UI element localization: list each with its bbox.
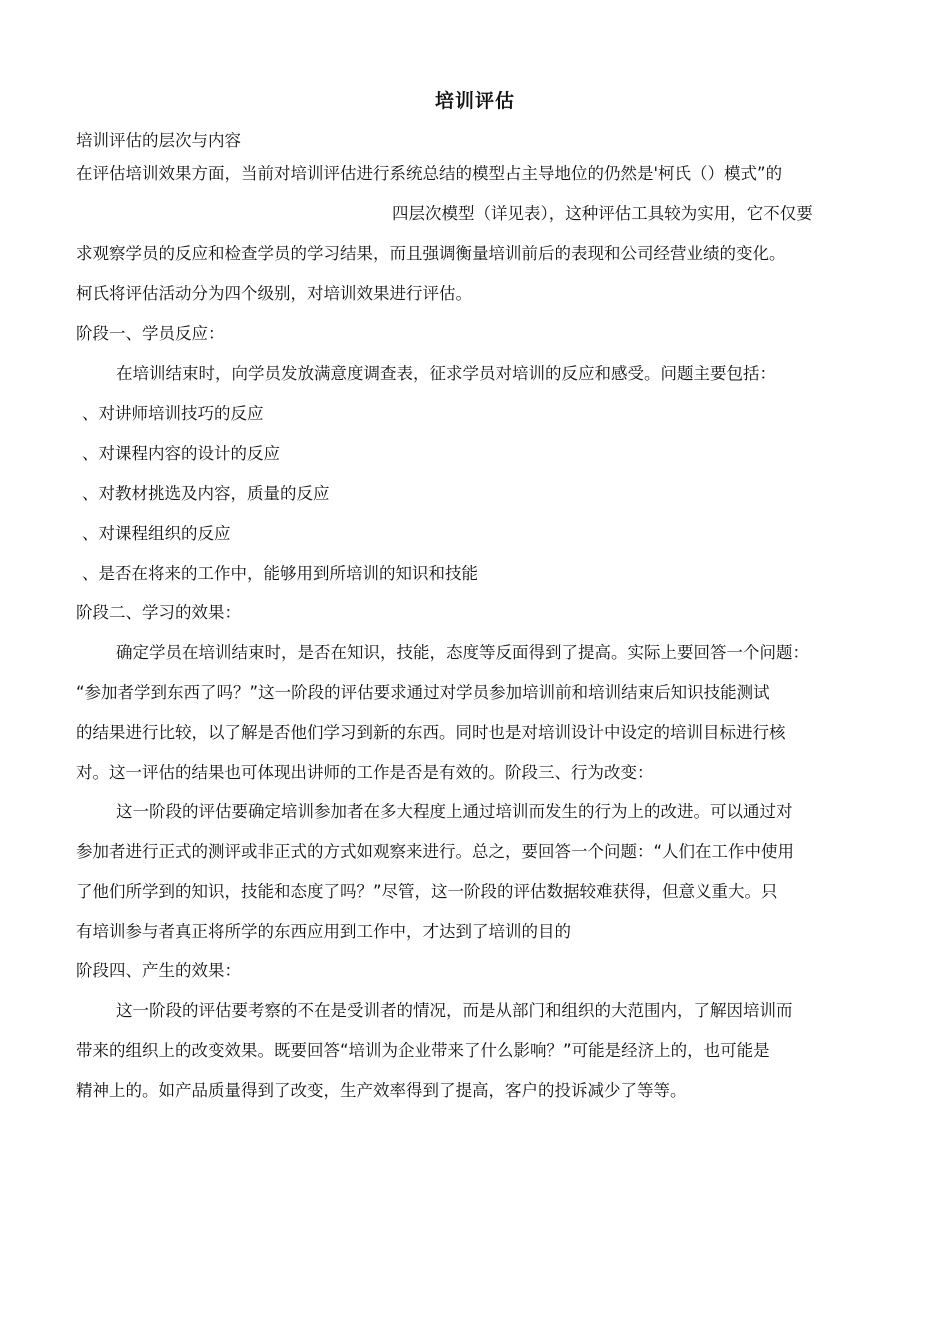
list-item: 、是否在将来的工作中，能够用到所培训的知识和技能: [82, 564, 478, 583]
stage2-line: 的结果进行比较，以了解是否他们学习到新的东西。同时也是对培训设计中设定的培训目标进行核: [76, 723, 786, 742]
stage2-heading: 阶段二、学习的效果：: [76, 603, 241, 622]
stage3-line: 参加者进行正式的测评或非正式的方式如观察来进行。总之，要回答一个问题：“人们在工作中使用: [76, 842, 795, 861]
stage2-line: 对。这一评估的结果也可体现出讲师的工作是否是有效的。阶段三、行为改变：: [76, 763, 654, 782]
intro-line: 求观察学员的反应和检查学员的学习结果，而且强调衡量培训前后的表现和公司经营业绩的变化。: [76, 244, 786, 263]
intro-line: 柯氏将评估活动分为四个级别，对培训效果进行评估。: [76, 284, 472, 303]
stage4-line: 带来的组织上的改变效果。既要回答“培训为企业带来了什么影响？”可能是经济上的，也可能是: [76, 1041, 770, 1060]
intro-line: 在评估培训效果方面，当前对培训评估进行系统总结的模型占主导地位的仍然是'柯氏（）模式”的: [76, 164, 783, 183]
list-item: 、对课程组织的反应: [82, 524, 231, 543]
document-subtitle: 培训评估的层次与内容: [76, 131, 241, 150]
intro-line: 四层次模型（详见表），这种评估工具较为实用，它不仅要: [392, 204, 813, 223]
stage4-line: 这一阶段的评估要考察的不在是受训者的情况，而是从部门和组织的大范围内，了解因培训而: [116, 1001, 793, 1020]
stage3-line: 有培训参与者真正将所学的东西应用到工作中，才达到了培训的目的: [76, 922, 571, 941]
stage4-line: 精神上的。如产品质量得到了改变，生产效率得到了提高，客户的投诉减少了等等。: [76, 1081, 687, 1100]
stage2-line: 确定学员在培训结束时，是否在知识，技能，态度等反面得到了提高。实际上要回答一个问题：: [116, 643, 809, 662]
stage3-line: 这一阶段的评估要确定培训参加者在多大程度上通过培训而发生的行为上的改进。可以通过对: [116, 802, 793, 821]
stage1-lead: 在培训结束时，向学员发放满意度调查表，征求学员对培训的反应和感受。问题主要包括：: [116, 364, 776, 383]
list-item: 、对课程内容的设计的反应: [82, 444, 280, 463]
stage3-line: 了他们所学到的知识，技能和态度了吗？”尽管，这一阶段的评估数据较难获得，但意义重大。只: [76, 882, 778, 901]
document-title: 培训评估: [434, 90, 515, 112]
stage4-heading: 阶段四、产生的效果：: [76, 961, 241, 980]
list-item: 、对讲师培训技巧的反应: [82, 404, 264, 423]
list-item: 、对教材挑选及内容，质量的反应: [82, 484, 330, 503]
stage1-heading: 阶段一、学员反应：: [76, 324, 225, 343]
stage2-line: “参加者学到东西了吗？”这一阶段的评估要求通过对学员参加培训前和培训结束后知识技能测试: [76, 683, 770, 702]
